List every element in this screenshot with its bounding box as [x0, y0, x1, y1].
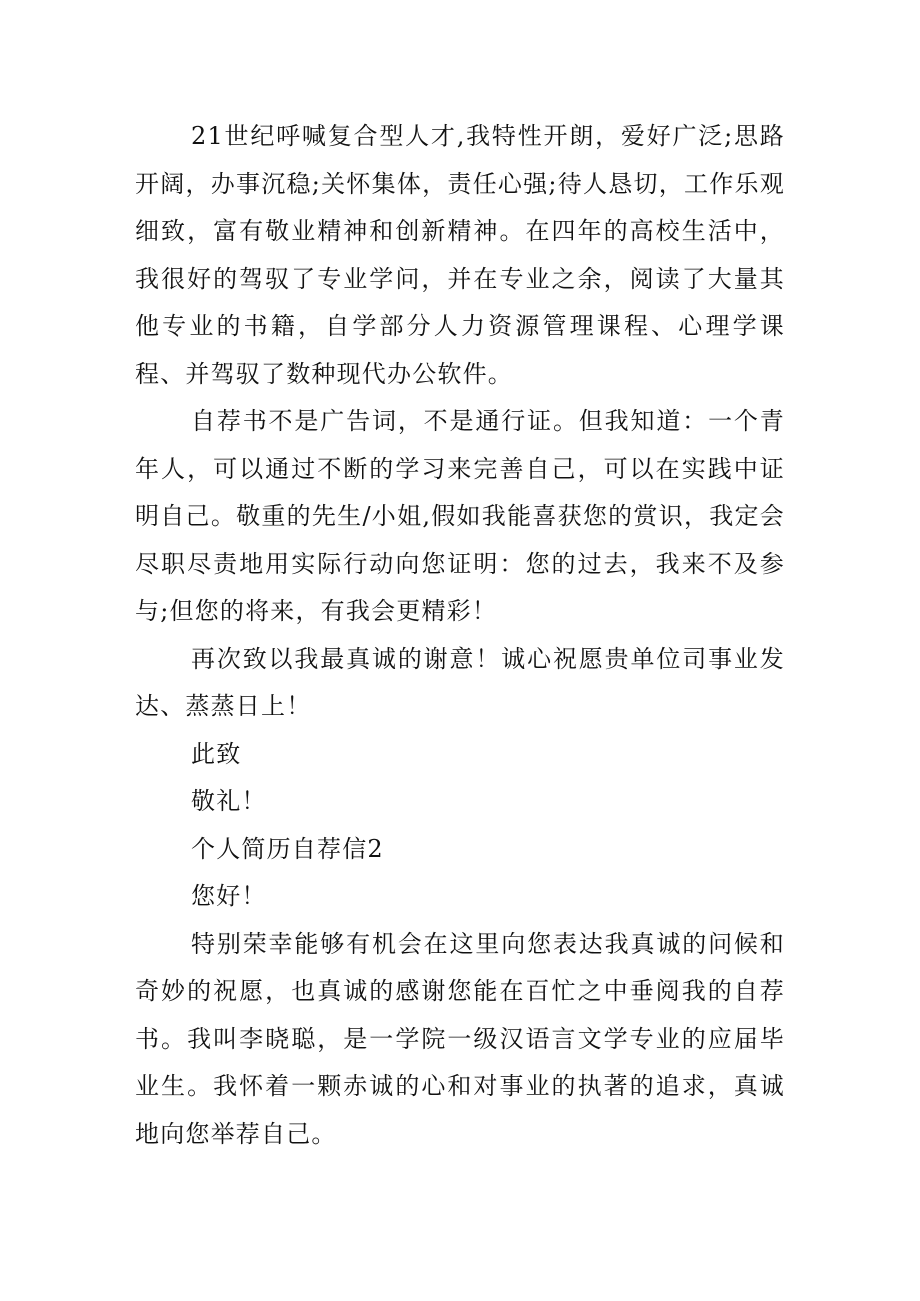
- paragraph-self-description: 21世纪呼喊复合型人才,我特性开朗，爱好广泛;思路开阔，办事沉稳;关怀集体，责任心强;待人恳切，工作乐观细致，富有敬业精神和创新精神。在四年的高校生活中，我很好的驾驭了专业学问，并在专业之余，阅读了大量其他专业的书籍，自学部分人力资源管理课程、心理学课程、并驾驭了数种现代办公软件。: [135, 122, 785, 388]
- section-title: 个人简历自荐信2: [191, 834, 384, 863]
- paragraph-self-recommendation: 自荐书不是广告词，不是通行证。但我知道：一个青年人，可以通过不断的学习来完善自己，可以在实践中证明自己。敬重的先生/小姐,假如我能喜获您的赏识，我定会尽职尽责地用实际行动向您证明：您的过去，我来不及参与;但您的将来，有我会更精彩！: [135, 407, 785, 625]
- document-body: [135, 113, 785, 1158]
- closing-jingli: 敬礼！: [191, 787, 267, 815]
- paragraph-thanks: 再次致以我最真诚的谢意！诚心祝愿贵单位司事业发达、蒸蒸日上！: [135, 644, 785, 720]
- paragraph-introduction: 特别荣幸能够有机会在这里向您表达我真诚的问候和奇妙的祝愿，也真诚的感谢您能在百忙之中垂阅我的自荐书。我叫李晓聪，是一学院一级汉语言文学专业的应届毕业生。我怀着一颗赤诚的心和对事业的执著的追求，真诚地向您举荐自己。: [135, 929, 785, 1148]
- greeting: 您好！: [191, 882, 267, 910]
- closing-cizhi: 此致: [191, 739, 242, 768]
